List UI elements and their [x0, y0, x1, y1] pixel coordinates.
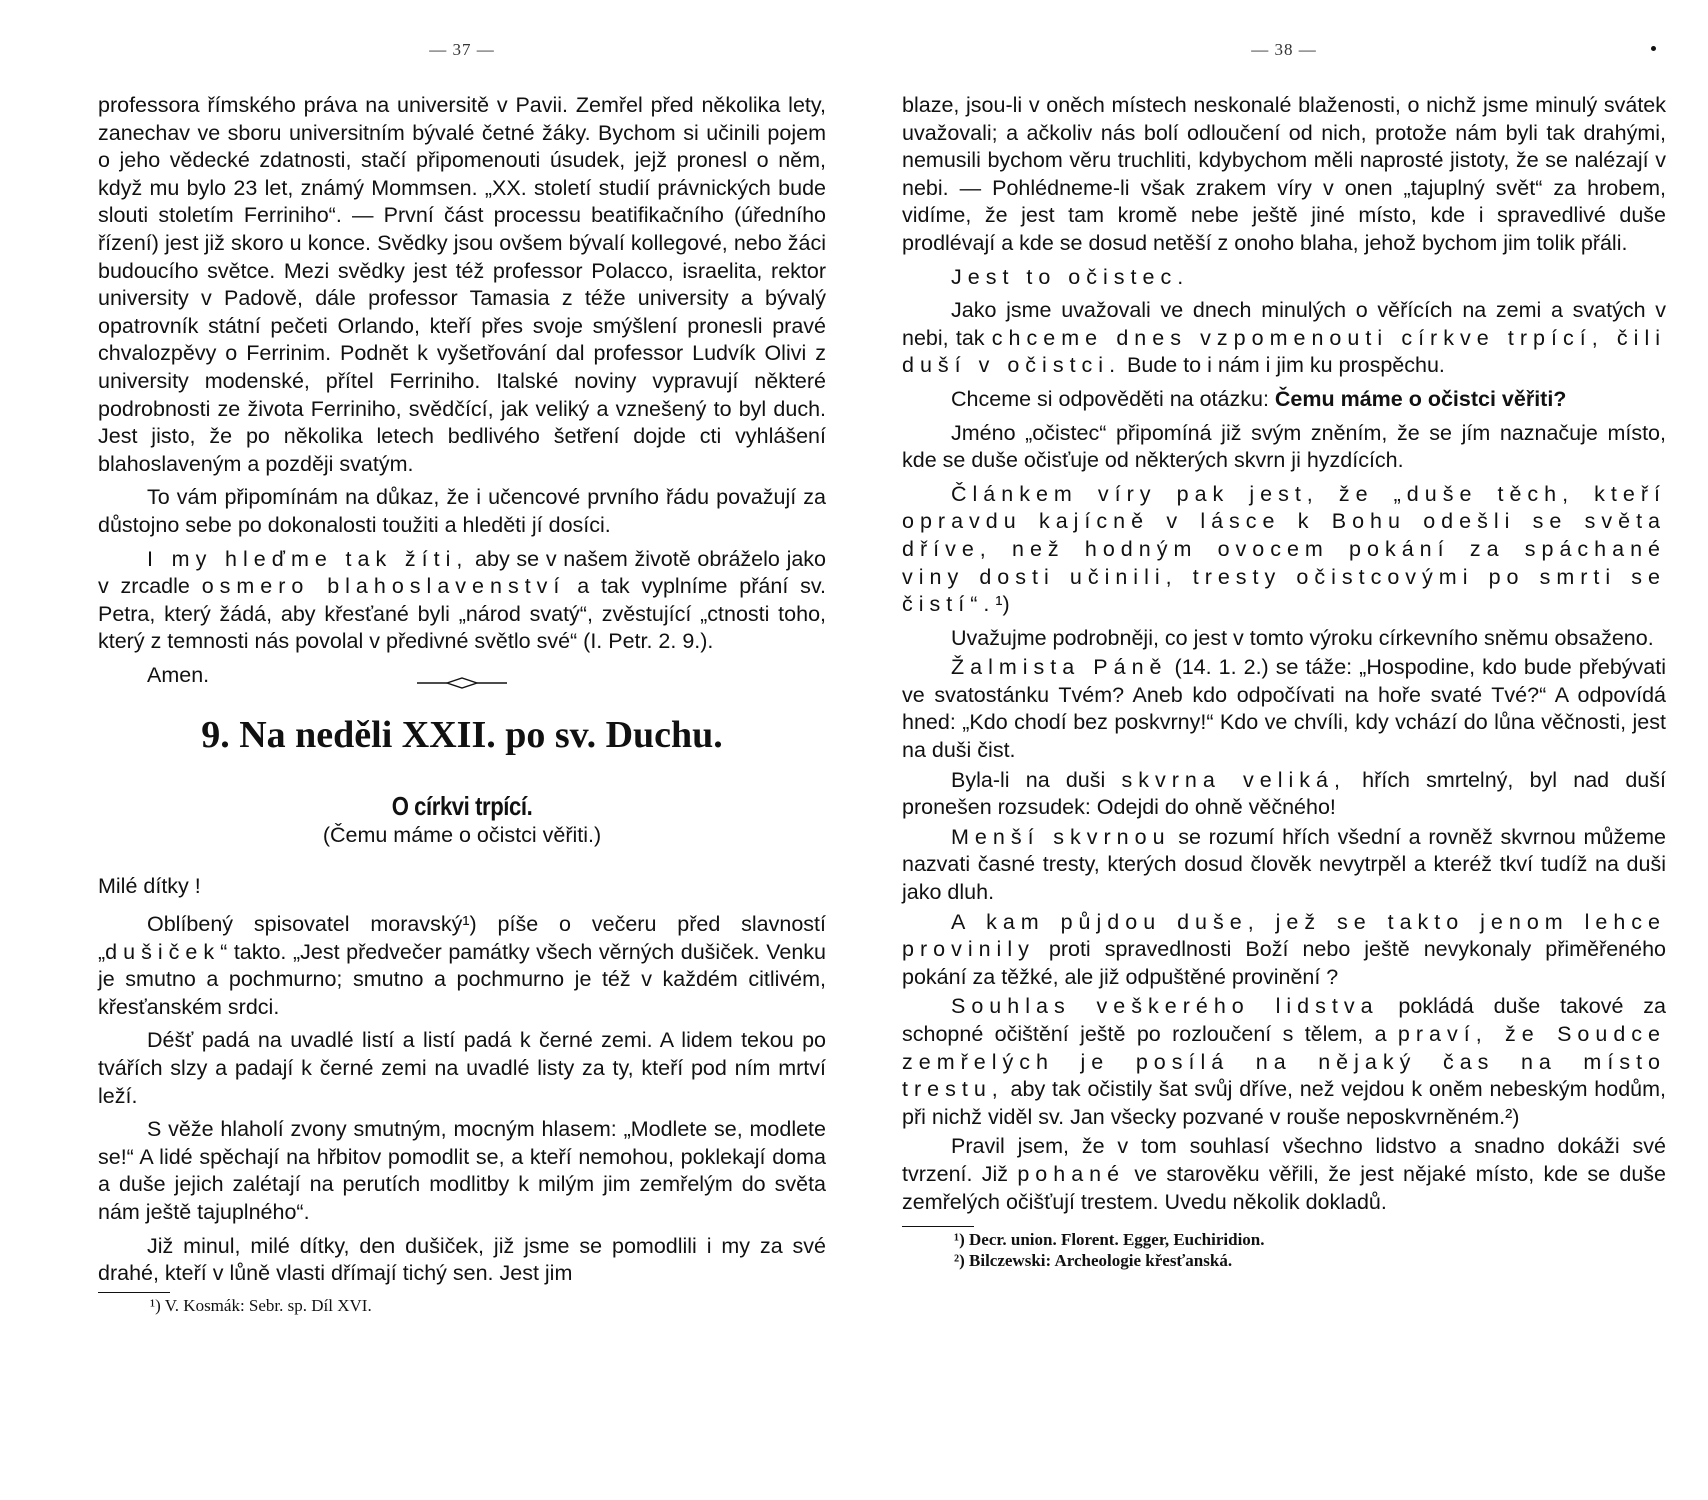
- paragraph-purgatory: [902, 264, 1666, 292]
- paragraph-bliss: blaze, jsou-li v oněch místech neskonalé blaženosti, o nichž jsme minulý svátek uvažovali; a ačkoliv nás bolí odloučení od nich, protože nám byli tak drahými, nemusili bychom věru truchliti, kdybychom měli naprosté jistoty, že se nalézají v nebi. — Pohlédneme-li však zrakem víry v onen „tajuplný svět“ za hrobem, vidíme, že jest tam kromě nebe ještě jiné místo, kde i spravedlivé duše prodlévají a kde se dosud netěší z onoho blaha, jehož bychom jim tolik přáli.: [902, 93, 1666, 255]
- salutation-text: Milé dítky !: [98, 874, 201, 899]
- paragraph-whither: [902, 909, 1666, 992]
- spaced-text: praví, že Soudce zemřelých je posílá na nějaký čas na místo trestu,: [902, 1022, 1666, 1102]
- dot-mark-icon: [1651, 46, 1656, 51]
- paragraph-dusicky: [98, 911, 826, 1021]
- text-run: aby se v našem životě obráželo jako v zrcadle: [98, 546, 827, 599]
- text-run: Pravil jsem, že v tom souhlasí všechno lidstvo a snadno dokáži své tvrzení. Již: [902, 1134, 1666, 1186]
- spaced-text: Žalmista Páně: [951, 655, 1168, 680]
- spaced-text: osmero blahoslavenství: [201, 574, 566, 599]
- spaced-text: pohané: [1017, 1161, 1126, 1186]
- paragraph-beatitudes: [98, 546, 826, 656]
- spaced-text: Menší skvrnou: [951, 824, 1171, 849]
- spaced-text: Článkem víry pak jest, že „duše těch, kteří opravdu kajícně v lásce k Bohu odešli se světa dříve, než hodným ovocem pokání za spáchané viny dosti učinili, tresty očistcovými po smrti se čistí“.: [902, 481, 1666, 617]
- paragraph-consider: Uvažujme podrobněji, co jest v tomto výroku církevního sněmu obsaženo.: [951, 625, 1654, 650]
- spaced-text: I my hleďme tak žíti,: [147, 546, 469, 571]
- right-text-column: [902, 92, 1666, 1216]
- text-run: a tak vyplníme přání sv. Petra, který žádá, aby křesťané byli „národ svatý“, zvěstující „ctnosti toho, který z temnosti nás povolal v předivné světlo své“ (I. Petr. 2. 9.).: [98, 574, 826, 654]
- sermon-heading: 9. Na neděli XXII. po sv. Duchu.: [201, 714, 723, 757]
- paragraph-ferrini: professora římského práva na universitě v Pavii. Zemřel před několika lety, zanechav ve sboru universitním bývalé četné žáky. Bychom si učinili pojem o jeho vědecké zdatnosti, stačí připomenouti úsudek, jejž pronesl o něm, když mu bylo 23 let, známý Mommsen. „XX. století studií právnických bude slouti stoletím Ferriniho“. — První část processu beatifikačního (úředního řízení) jest již skoro u konce. Svědky jsou ovšem bývalí kollegové, nebo žáci budoucího světce. Mezi svědky jest též professor Polacco, israelita, rektor university v Padově, dále professor Tamasia z téže university a bývalý opatrovník státní pečeti Orlando, kteří přes svoje smýšlení pronesli pravé chvalozpěvy o Ferrinim. Podnět k vyšetřování dal professor Ludvík Olivi z university modenské, přítel Ferriniho. Italské noviny vypravují některé podrobnosti ze života Ferriniho, svědčící, jak veliký a vznešený to byl duch. Jest jisto, že po několika letech bedlivého šetření dojde cti vyhlášení blahoslaveným a později svatým.: [98, 93, 826, 476]
- spaced-text: skvrna veliká,: [1121, 767, 1346, 792]
- spaced-text: dušiček: [105, 939, 221, 964]
- paragraph-pagans: [902, 1133, 1666, 1216]
- paragraph-rain: Déšť padá na uvadlé listí a listí padá k černé zemi. A lidem tekou po tvářích slzy a padají k černé zemi na uvadlé listy za ty, kteří pod ním mrtví leží.: [98, 1028, 826, 1108]
- spaced-text: Jest to očistec.: [951, 264, 1190, 289]
- sermon-subnote: (Čemu máme o očistci věřiti.): [322, 823, 602, 848]
- text-run: se rozumí hřích všední a rovněž skvrnou můžeme nazvati časné tresty, kterých dosud člověk nevytrpěl a kteréž tkví tudíž na duši jako dluh.: [902, 824, 1666, 905]
- sermon-subheading: O církvi trpící.: [391, 791, 533, 822]
- text-run: pokládá duše takové za schopné očištění ještě po rozloučení s tělem, a: [902, 994, 1666, 1046]
- text-run: aby tak očistily šat svůj dříve, než vejdou k oněm nebeským hodům, při nichž viděl sv. Jan všecky pozvané v rouše neposkvrněném.²): [902, 1077, 1666, 1129]
- paragraph-psalmist: [902, 654, 1666, 764]
- spaced-text: chceme dnes vzpomenouti církve trpící, čili duší v očistci.: [902, 325, 1667, 378]
- paragraph-remember: [902, 297, 1666, 380]
- footnote-right-1: ¹) Decr. union. Florent. Egger, Euchiridion.: [954, 1230, 1265, 1250]
- text-run: Jako jsme uvažovali ve dnech minulých o věřících na zemi a svatých v nebi, tak: [902, 298, 1666, 350]
- left-text-column: [98, 92, 826, 1288]
- paragraph-name: Jméno „očistec“ připomíná již svým zněním, že se jím naznačuje místo, kde se duše očisťuje od některých skvrn ji hyzdících.: [902, 420, 1666, 473]
- paragraph-consensus: [902, 993, 1666, 1131]
- text-run: Oblíbený spisovatel moravský¹) píše o večeru před slavností „: [98, 912, 826, 964]
- paragraph-question: [902, 386, 1666, 414]
- amen: Amen.: [147, 662, 210, 687]
- text-run: ¹): [995, 592, 1010, 617]
- text-run: (14. 1. 2.) se táže: „Hospodine, kdo bude přebývati ve svatostánku Tvém? Aneb kdo odpočívati na hoře svaté Tvé?“ A odpovídá hned: „Kdo chodí bez poskvrny!“ Kdo ve chvíli, kdy vchází do lůna věčnosti, jest na duši čist.: [902, 655, 1666, 763]
- salutation: [98, 873, 826, 901]
- text-run: proti spravedlnosti Boží nebo ještě nevykonaly přiměřeného pokání za těžké, ale již odpuštěné provinění ?: [902, 937, 1666, 989]
- footnote-right-2: ²) Bilczewski: Archeologie křesťanská.: [954, 1251, 1233, 1271]
- paragraph-past: Již minul, milé dítky, den dušiček, již jsme se pomodlili i my za své drahé, kteří v lůně vlasti dřímají tichý sen. Jest jim: [98, 1233, 826, 1286]
- paragraph-reminder: To vám připomínám na důkaz, že i učencové prvního řádu považují za důstojno sebe po dokonalosti toužiti a hleděti jí dosíci.: [98, 485, 826, 537]
- text-run: Bude to i nám i jim ku prospěchu.: [1121, 353, 1445, 378]
- ornament-divider-icon: [417, 675, 507, 691]
- spaced-text: A kam půjdou duše, jež se takto jenom lehce provinily: [902, 909, 1666, 962]
- text-run: Chceme si odpověděti na otázku:: [951, 386, 1275, 411]
- text-run: “ takto. „Jest předvečer památky všech věrných dušiček. Venku je smutno a pochmurno; smutno a pochmurno je též v každém citlivém, křesťanském srdci.: [98, 939, 826, 1019]
- footnote-rule: [902, 1226, 974, 1227]
- page-number-right: [902, 38, 1666, 92]
- footnote-left: ¹) V. Kosmák: Sebr. sp. Díl XVI.: [150, 1295, 372, 1315]
- text-run: ve starověku věřili, že jest nějaké místo, kde se duše zemřelých očišťují trestem. Uvedu několik dokladů.: [902, 1161, 1666, 1214]
- page-number-text: — 38 —: [1251, 40, 1317, 59]
- bold-question: Čemu máme o očistci věřiti?: [1274, 386, 1567, 411]
- footnote-rule: [98, 1292, 170, 1293]
- right-page: [854, 0, 1708, 1500]
- paragraph-lesser: [902, 824, 1666, 907]
- paragraph-stain: [902, 767, 1666, 822]
- text-run: hřích smrtelný, byl nad duší pronešen rozsudek: Odejdi do ohně věčného!: [902, 767, 1666, 820]
- page-number-left: — 37 —: [429, 40, 495, 59]
- paragraph-article: [902, 481, 1666, 619]
- paragraph-bells: S věže hlaholí zvony smutným, mocným hlasem: „Modlete se, modlete se!“ A lidé spěchají na hřbitov pomodlit se, a kteří nemohou, poklekají doma a duše jejich zalétají na perutích modlitby k milým jim zemřelým do světa nám ještě tajuplného“.: [98, 1117, 826, 1224]
- spaced-text: Souhlas veškerého lidstva: [951, 994, 1379, 1019]
- text-run: Byla-li na duši: [951, 767, 1122, 792]
